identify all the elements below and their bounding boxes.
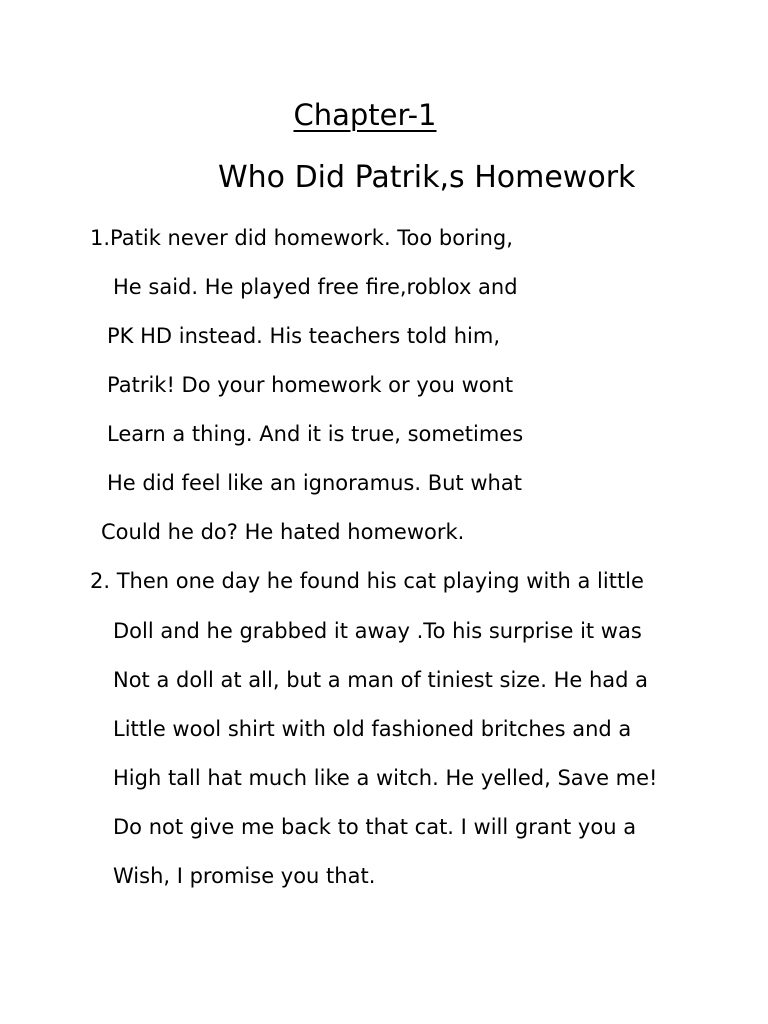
paragraph-2-line-2: Doll and he grabbed it away .To his surprise it was (113, 619, 642, 643)
paragraph-1-line-1: 1.Patik never did homework. Too boring, (90, 226, 513, 250)
paragraph-2-line-7: Wish, I promise you that. (113, 864, 376, 888)
chapter-heading: Chapter-1 (293, 98, 437, 132)
paragraph-2-line-5: High tall hat much like a witch. He yelled, Save me! (113, 766, 658, 790)
story-title: Who Did Patrik,s Homework (218, 160, 636, 195)
paragraph-1-line-3: PK HD instead. His teachers told him, (107, 324, 501, 348)
paragraph-2-line-3: Not a doll at all, but a man of tiniest size. He had a (113, 668, 649, 692)
paragraph-2-line-1: 2. Then one day he found his cat playing with a little (90, 569, 644, 593)
paragraph-1-line-4: Patrik! Do your homework or you wont (107, 373, 514, 397)
paragraph-1-line-2: He said. He played free fire,roblox and (113, 275, 518, 299)
paragraph-2-line-4: Little wool shirt with old fashioned britches and a (113, 717, 632, 741)
paragraph-1-line-6: He did feel like an ignoramus. But what (107, 471, 522, 495)
paragraph-2-line-6: Do not give me back to that cat. I will grant you a (113, 815, 637, 839)
paragraph-1-line-7: Could he do? He hated homework. (101, 520, 465, 544)
paragraph-1-line-5: Learn a thing. And it is true, sometimes (107, 422, 524, 446)
